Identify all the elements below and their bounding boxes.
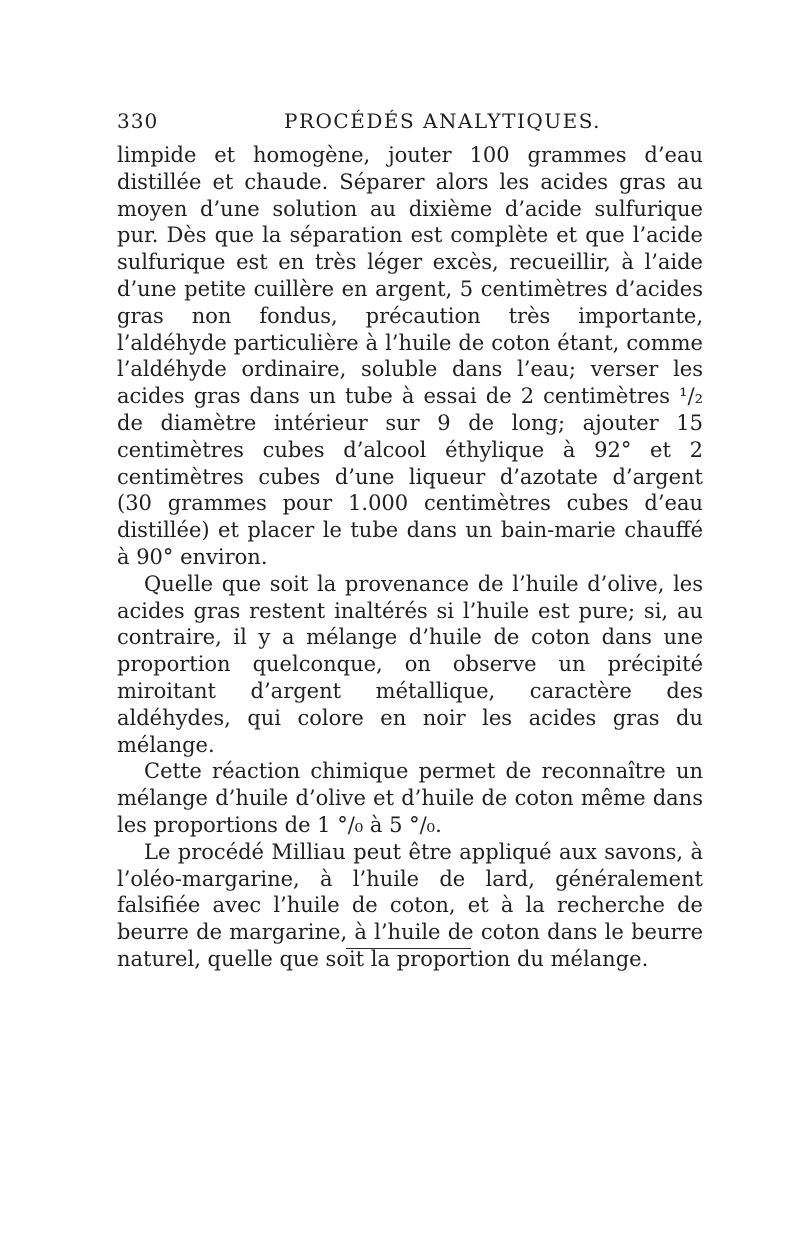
- running-head: [117, 109, 702, 139]
- paragraph-reaction: Cette réaction chimique permet de reconnaître un mélange d’huile d’olive et d’huile de coton même dans les proportions de 1 °/₀ à 5 °/₀.: [117, 759, 703, 837]
- paragraph-milliau-process: Le procédé Milliau peut être appliqué aux savons, à l’oléo-margarine, à l’huile de lard, généralement falsifiée avec l’huile de coton, et à la recherche de beurre de margarine, à l’huile de coton dans le beurre naturel, quelle que soit la proportion du mélange.: [117, 839, 703, 971]
- running-title: PROCÉDÉS ANALYTIQUES.: [284, 109, 602, 133]
- end-rule: [346, 948, 471, 949]
- paragraph-continuation: limpide et homogène, jouter 100 grammes d’eau distillée et chaude. Séparer alors les acides gras au moyen d’une solution au dixième d’acide sulfurique pur. Dès que la séparation est complète et que l’acide sulfurique est en très léger excès, recueillir, à l’aide d’une petite cuillère en argent, 5 centimètres d’acides gras non fondus, précaution très importante, l’aldéhyde particulière à l’huile de coton étant, comme l’aldéhyde ordinaire, soluble dans l’eau; verser les acides gras dans un tube à essai de 2 centimètres ¹/₂ de diamètre intérieur sur 9 de long; ajouter 15 centimètres cubes d’alcool éthylique à 92° et 2 centimètres cubes d’une liqueur d’azotate d’argent (30 grammes pour 1.000 centimètres cubes d’eau distillée) et placer le tube dans un bain-marie chauffé à 90° environ.: [117, 143, 703, 569]
- body-text: [117, 142, 703, 973]
- page-number: 330: [117, 109, 159, 133]
- paragraph-olive-oil-test: Quelle que soit la provenance de l’huile d’olive, les acides gras restent inaltérés si l’huile est pure; si, au contraire, il y a mélange d’huile de coton dans une proportion quelconque, on observe un précipité miroitant d’argent métallique, caractère des aldéhydes, qui colore en noir les acides gras du mélange.: [117, 571, 703, 757]
